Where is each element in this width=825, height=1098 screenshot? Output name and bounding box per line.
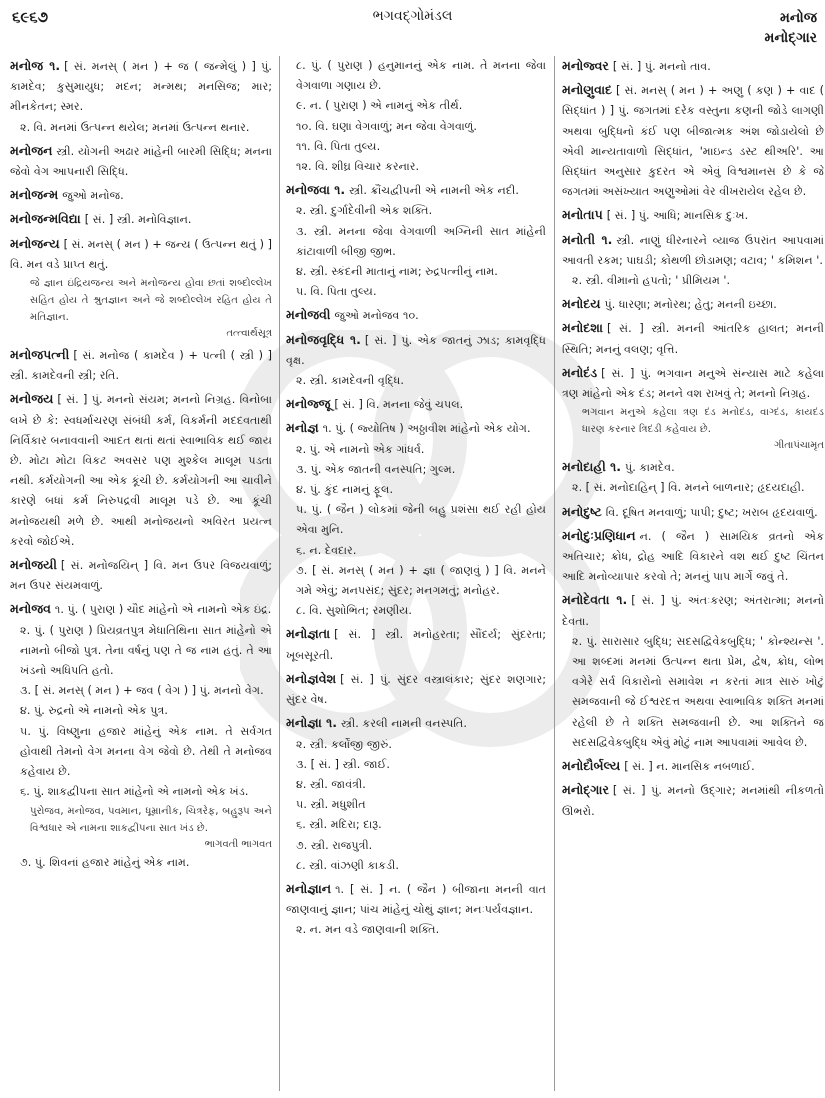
sense-text: ૮. સ્ત્રી. વાંઝણી કાકડી. bbox=[296, 858, 399, 872]
headword: મનોજન્મ bbox=[10, 187, 59, 203]
column-divider bbox=[554, 56, 555, 1091]
dictionary-entry bbox=[286, 669, 546, 710]
sense-text: ૬. પું. શાકદ્વીપના સાત માંહેનો એ નામનો એક ખંડ. bbox=[20, 785, 249, 799]
headword: મનોજ્ઞા ૧. bbox=[286, 715, 337, 731]
headword: મનોદુઃપ્રણિધાન bbox=[562, 527, 636, 543]
citation-source: તત્ત્વાર્થસૂત્ર bbox=[226, 328, 272, 340]
sense-text: ૨. ન. મન વડે જાણવાની શક્તિ. bbox=[296, 923, 440, 937]
definition-text: [ સં. ] પું. મનનો સંયમ; મનનો નિગ્રહ. વિનોબા લખે છે કે: સ્વધર્માચરણ સંબંધી કર્મ, વિકર્મની મદદવતાથી નિર્વિકાર બનાવવાની આદત થતાં થતાં સ્વાભાવિક થઈ જાય છે. મોટા મોટા વિકટ અવસર પણ મુશ્કેલ માલૂમ પડતા નથી. કર્મયોગની આ એક કૂંચી છે. કર્મયોગની આ ચાવીને કારણે બધાં કર્મ નિરુપદ્રવી માલૂમ પડે છે. આ કૂંચી મનોજયથી મળે છે. આથી મનોજયનો અવિરત પ્રયત્ન કરવો જોઈએ. bbox=[10, 393, 272, 548]
headword: મનોજય bbox=[10, 391, 54, 407]
sense-text: ૧૧. વિ. પિતા તુલ્ય. bbox=[296, 139, 381, 153]
sense-text: ૧૦. વિ. ઘણા વેગવાળું; મન જેવા વેગવાળું. bbox=[296, 119, 477, 133]
headword: મનોતાપ bbox=[562, 207, 603, 223]
guide-word-last: મનોદ્ગાર bbox=[764, 30, 817, 46]
dictionary-entry bbox=[562, 318, 824, 359]
sense-text: ૭. સ્ત્રી. રાજપુત્રી. bbox=[296, 838, 373, 852]
headword: મનોજપત્ની bbox=[10, 347, 70, 363]
definition-text: [ સં. ] ન. માનસિક નબળાઈ. bbox=[624, 760, 755, 774]
dictionary-entry bbox=[10, 56, 272, 138]
dictionary-entry bbox=[562, 590, 824, 753]
citation-quote: જે જ્ઞાન ઇંદ્રિયજન્ય અને મનોજન્ય હોવા છતાં શબ્દોલ્લેખ સહિત હોય તે શ્રુતજ્ઞાન અને જે શબ્દોલ્લેખ રહિત હોય તે મતિજ્ઞાન. bbox=[30, 278, 272, 324]
definition-text: [ સં. ] પું. આધિ; માનસિક દુઃખ. bbox=[606, 209, 749, 223]
sense-text: ૫. વિ. પિતા તુલ્ય. bbox=[296, 285, 377, 299]
definition-text: [ સં. મનસ્ ( મન ) + જ ( જન્મેલું ) ] પું. કામદેવ; કુસુમાયુધ; મદન; મન્મથ; મનસિજ; માર; મીનકેતન; સ્મર. bbox=[10, 60, 272, 114]
sense-text: ૨. પું. એ નામનો એક ગાંધર્વ. bbox=[296, 442, 425, 456]
dictionary-entry bbox=[562, 294, 824, 315]
headword: મનોજવા ૧. bbox=[286, 182, 346, 198]
definition-text: [ સં. ] સ્ત્રી. મનોવિજ્ઞાન. bbox=[84, 213, 192, 227]
dictionary-entry bbox=[286, 879, 546, 941]
headword: મનોજયી bbox=[10, 557, 57, 573]
headword: મનોજન્ય bbox=[10, 235, 60, 251]
headword: મનોદાહી ૧. bbox=[562, 459, 622, 475]
dictionary-entry bbox=[562, 756, 824, 777]
guide-words bbox=[764, 8, 817, 48]
sense-text: ૩. [ સં. મનસ્ ( મન ) + જવ ( વેગ ) ] પું. મનનો વેગ. bbox=[20, 684, 264, 698]
headword: મનોજ્ઞાન bbox=[286, 880, 332, 896]
sense-text: ૮. પું. ( પુરાણ ) હનુમાનનું એક નામ. તે મનના જેવા વેગવાળા ગણાય છે. bbox=[296, 59, 546, 93]
headword: મનોજ્ઞતા bbox=[286, 626, 331, 642]
sense-text: ૭. [ સં. મનસ્ ( મન ) + જ્ઞા ( જાણવું ) ] વિ. મનને ગમે એવું; મનપસંદ; સુંદર; મનગમતું; મનોહર. bbox=[296, 563, 546, 598]
dictionary-entry bbox=[562, 457, 824, 498]
definition-text: [ સં. ] સ્ત્રી. મનની આંતરિક હાલત; મનની સ્થિતિ; મનનું વલણ; વૃત્તિ. bbox=[562, 322, 824, 356]
dictionary-entry bbox=[10, 185, 272, 206]
headword: મનોજ્વર bbox=[562, 58, 609, 73]
dictionary-entry bbox=[10, 599, 272, 872]
sense-text: ૨. વિ. મનમાં ઉત્પન્ન થયેલ; મનમાં ઉત્પન્ન થનાર. bbox=[20, 120, 250, 134]
dictionary-entry bbox=[10, 345, 272, 386]
citation-source: ગીતાપંચામૃત bbox=[774, 440, 824, 452]
definition-text: વિ. દૂષિત મનવાળું; પાપી; દુષ્ટ; ખરાબ હૃદયવાળું. bbox=[605, 505, 818, 519]
sense-text: ૫. પું. ( જૈન ) લોકમાં જેની બહુ પ્રશંસા થઈ રહી હોય એવા મુનિ. bbox=[296, 503, 546, 537]
definition-text: [ સં. ] પું. અંતઃકરણ; અંતરાત્મા; મનનો દેવતા. bbox=[562, 594, 824, 628]
definition-text: [ સં. મનસ્ ( મન ) + જન્ય ( ઉત્પન્ન થતું ) ] વિ. મન વડે પ્રાપ્ત થતું. bbox=[10, 237, 272, 271]
sense-text: ૨. પું. ( પુરાણ ) પ્રિયવ્રતપુત્ર મેધાતિથિના સાત માંહેનો એ નામનો બીજો પુત્ર. તેના વર્ષનું પણ તે જ નામ હતું. તે આ ખંડનો અધિપતિ હતો. bbox=[20, 623, 272, 678]
sense-text: ૪. સ્ત્રી. સ્કંદની માતાનું નામ; રુદ્રપત્નીનું નામ. bbox=[296, 265, 498, 279]
dictionary-entry bbox=[286, 180, 546, 302]
definition-text: [ સં. ] પું. મનનો ઉદ્ગાર; મનમાંથી નીકળતો ઊભરો. bbox=[562, 784, 824, 818]
headword: મનોજન bbox=[10, 142, 53, 158]
definition-text: જુઓ મનોજ. bbox=[62, 189, 124, 203]
definition-text: [ સં. ] પું. એક જાતનું ઝાડ; કામવૃદ્ધિ વૃક્ષ. bbox=[286, 333, 546, 367]
definition-text: સ્ત્રી. કરલી નામની વનસ્પતિ. bbox=[341, 717, 467, 731]
sense-text: ૨. સ્ત્રી. વીમાનો હપતો; ' પ્રીમિયમ '. bbox=[572, 274, 731, 288]
dictionary-entry bbox=[562, 230, 824, 292]
sense-text: ૨. સ્ત્રી. કામદેવની વૃદ્ધિ. bbox=[296, 374, 404, 388]
page-header bbox=[0, 0, 825, 56]
dictionary-entry bbox=[10, 555, 272, 596]
definition-text: સ્ત્રી. નાણું ધીરનારને વ્યાજ ઉપરાંત આપવામાં આવતી રકમ; પાઘડી; કોથળી છોડામણ; વટાવ; ' કમિશન '. bbox=[562, 233, 824, 267]
dictionary-entry bbox=[286, 305, 546, 326]
dictionary-entry bbox=[562, 205, 824, 226]
sense-text: ૪. સ્ત્રી. જાવંત્રી. bbox=[296, 777, 366, 791]
citation-source: ભાગવતી ભાગવત bbox=[204, 838, 272, 850]
headword: મનોદશા bbox=[562, 320, 603, 336]
headword: મનોજ્ઞવેશ bbox=[286, 670, 337, 686]
dictionary-entry bbox=[562, 56, 824, 77]
column-divider bbox=[279, 56, 280, 1091]
sense-text: ૨. સ્ત્રી. દુર્ગાદેવીની એક શક્તિ. bbox=[296, 204, 433, 218]
sense-text: ૪. પું. કુંદ નામનું ફૂલ. bbox=[296, 483, 393, 497]
dictionary-entry bbox=[10, 209, 272, 230]
definition-text: [ સં. મનોજયિન્ ] વિ. મન ઉપર વિજયવાળું; મન ઉપર સંયમવાળું. bbox=[10, 559, 272, 593]
definition-text: ન. ( જૈન ) સામયિક વ્રતનો એક અતિચાર; ક્રોધ, દ્રોહ આદિ વિકારને વશ થઈ દુષ્ટ ચિંતન આદિ મનોવ્યાપાર કરવો તે; મનનું પાપ માર્ગે જવું તે. bbox=[562, 529, 824, 584]
sense-text: ૨. [ સં. મનોદાહિન્ ] વિ. મનને બાળનાર; હૃદયદાહી. bbox=[572, 481, 805, 495]
headword: મનોજ્જૂ bbox=[286, 396, 331, 412]
headword: મનોજવ bbox=[10, 601, 51, 617]
sense-text: ૫. સ્ત્રી. મધુશીત bbox=[296, 798, 366, 812]
headword: મનોણુવાદ bbox=[562, 82, 613, 98]
dictionary-entry bbox=[286, 624, 546, 665]
dictionary-entry bbox=[286, 418, 546, 621]
dictionary-entry bbox=[562, 363, 824, 454]
headword: મનોદંડ bbox=[562, 364, 598, 380]
definition-text: [ સં. ] પું. સુંદર વસ્ત્રાલંકાર; સુંદર શણગાર; સુંદર વેષ. bbox=[286, 672, 546, 707]
sense-text: ૬. ન. દેવદાર. bbox=[296, 543, 357, 557]
page-number: ૬૯૬૭ bbox=[12, 8, 49, 26]
dictionary-entry bbox=[10, 141, 272, 182]
dictionary-entry bbox=[286, 56, 546, 177]
definition-text: [ સં. ] વિ. મનના જેવું ચપલ. bbox=[334, 398, 464, 412]
sense-text: ૩. [ સં. ] સ્ત્રી. જાઈ. bbox=[296, 757, 390, 771]
definition-text: [ સં. મનોજ ( કામદેવ ) + પત્ની ( સ્ત્રી ) ] સ્ત્રી. કામદેવની સ્ત્રી; રતિ. bbox=[10, 349, 272, 383]
dictionary-entry bbox=[562, 526, 824, 588]
dictionary-entry bbox=[562, 80, 824, 202]
definition-text: જુઓ મનોજવ ૧૦. bbox=[334, 309, 419, 323]
definition-text: ૧. [ સં. ] ન. ( જૈન ) બીજાના મનની વાત જાણવાનું જ્ઞાન; પાંચ માંહેનું ચોથું જ્ઞાન; મનઃપર્યવજ્ઞાન. bbox=[286, 882, 546, 917]
sense-text: ૫. પું. વિષ્ણુના હજાર માંહેનું એક નામ. તે સર્વગત હોવાથી તેમનો વેગ મનના વેગ જેવો છે. તેથી તે મનોજવ કહેવાય છે. bbox=[20, 724, 272, 779]
headword: મનોદેવતા ૧. bbox=[562, 592, 628, 608]
citation-quote: ભગવાન મનુએ કહેલા ત્રણ દંડ મનોદંડ, વાગ્દંડ, કાયદંડ ધારણ કરનાર ત્રિદંડી કહેવાય છે. bbox=[582, 407, 824, 436]
definition-text: [ સં. ] પું. ભગવાન મનુએ સંન્યાસ માટે કહેલા ત્રણ માંહેનો એક દંડ; મનને વશ રાખવું તે; મનનો નિગ્રહ. bbox=[562, 366, 824, 401]
definition-text: [ સં. ] સ્ત્રી. મનોહરતા; સૌંદર્ય; સુંદરતા; ખૂબસૂરતી. bbox=[286, 628, 546, 662]
sense-text: ૩. પું. એક જાતની વનસ્પતિ; ગુલ્મ. bbox=[296, 462, 456, 476]
dictionary-entry bbox=[562, 502, 824, 523]
sense-text: ૬. સ્ત્રી. મદિરા; દારૂ. bbox=[296, 818, 382, 832]
headword: મનોદૌર્બલ્ય bbox=[562, 758, 621, 774]
book-title: ભગવદ્ગોમંડલ bbox=[372, 8, 453, 24]
headword: મનોદુષ્ટ bbox=[562, 503, 602, 519]
definition-text: [ સં. મનસ્ ( મન ) + અણુ ( કણ ) + વાદ ( સિદ્ધાંત ) ] પું. જગતમાં દરેક વસ્તુના કણની જોડે લાગણી અથવા બુદ્ધિનો કંઈ પણ બીજાત્મક અંશ જોડાયેલો છે એવી માન્યતાવાળો સિદ્ધાંત, 'માઇન્ડ ડસ્ટ થીઅરિ'. આ સિદ્ધાંત અનુસાર કુદરત એ એવું વિશ્વમાનસ છે કે જે જગતમાં અસંખ્યાત અણુઓમાં વેર વીખરાયેલ રહેલ છે. bbox=[562, 84, 824, 199]
column-middle bbox=[286, 56, 546, 1091]
dictionary-entry bbox=[562, 780, 824, 821]
definition-text: [ સં. ] પું. મનનો તાવ. bbox=[612, 60, 711, 73]
headword: મનોજવૃદ્ધિ ૧. bbox=[286, 331, 361, 347]
headword: મનોદ્ગાર bbox=[562, 782, 609, 798]
column-right bbox=[562, 56, 824, 1091]
sense-text: ૧૨. વિ. શીઘ્ર વિચાર કરનાર. bbox=[296, 160, 420, 174]
definition-text: ૧. પું. ( જ્યોતિષ ) અઠ્ઠાવીશ માંહેનો એક યોગ. bbox=[322, 422, 531, 436]
citation-quote: પુરોજવ, મનોજવ, પવમાન, ધૂમ્રાનીક, ચિત્રરેફ, બહુરૂપ અને વિશ્વધાર એ નામના શાકદ્વીપના સાત ખંડ છે. bbox=[30, 805, 272, 834]
headword: મનોતી ૧. bbox=[562, 231, 613, 247]
sense-text: ૨. સ્ત્રી. કર્લોંજી જીરું. bbox=[296, 737, 392, 751]
sense-text: ૮. વિ. સુશોભિત; રમણીય. bbox=[296, 604, 412, 618]
dictionary-entry bbox=[10, 234, 272, 342]
definition-text: સ્ત્રી. યોગની અઢાર માંહેની બારમી સિદ્ધિ; મનના જેવો વેગ આપનારી સિદ્ધિ. bbox=[10, 144, 272, 179]
dictionary-entry bbox=[10, 389, 272, 552]
headword: મનોદય bbox=[562, 296, 601, 312]
definition-text: પું. ધારણા; મનોરથ; હેતુ; મનની ઇચ્છા. bbox=[604, 298, 777, 312]
headword: મનોજન્મવિદ્યા bbox=[10, 211, 81, 227]
dictionary-columns bbox=[10, 56, 824, 1096]
headword: મનોજવી bbox=[286, 307, 331, 323]
headword: મનોજ ૧. bbox=[10, 58, 61, 73]
sense-text: ૪. પું. રુદ્રનો એ નામનો એક પુત્ર. bbox=[20, 704, 168, 718]
dictionary-entry bbox=[286, 394, 546, 415]
sense-text: ૭. પું. શિવનાં હજાર માંહેનું એક નામ. bbox=[20, 855, 190, 869]
guide-word-first: મનોજ bbox=[779, 10, 817, 26]
dictionary-entry bbox=[286, 330, 546, 392]
definition-text: સ્ત્રી. ક્રૌંચદ્વીપની એ નામની એક નદી. bbox=[349, 184, 519, 198]
definition-text: ૧. પું. ( પુરાણ ) ચૌદ માંહેનો એ નામનો એક ઇંદ્ર. bbox=[54, 603, 272, 617]
sense-text: ૯. ન. ( પુરાણ ) એ નામનું એક તીર્થ. bbox=[296, 99, 463, 113]
sense-text: ૩. સ્ત્રી. મનના જેવા વેગવાળી અગ્નિની સાત માંહેની કાંટાવાળી બીજી જીભ. bbox=[296, 224, 546, 258]
headword: મનોજ્ઞ bbox=[286, 420, 319, 436]
column-left bbox=[10, 56, 272, 1091]
sense-text: ૨. પું. સારાસાર બુદ્ધિ; સદસદ્વિવેકબુદ્ધિ; ' કોન્શ્યન્સ '. આ શબ્દમાં મનમાં ઉત્પન્ન થતા પ્રેમ, દ્વેષ, ક્રોધ, લોભ વગેરે સર્વ વિકારોનો સમાવેશ ન કરતાં માત્ર સારું ખોટું સમજવાની જે ઈશ્વરદત્ત અથવા સ્વાભાવિક શક્તિ મનમાં રહેલી છે તે શક્તિ સમજવાની છે. આ શક્તિને જ સદસદ્વિવેકબુદ્ધિ એવું મોટું નામ આપવામાં આવેલ છે. bbox=[572, 634, 824, 749]
definition-text: પું. કામદેવ. bbox=[625, 461, 675, 475]
dictionary-entry bbox=[286, 713, 546, 876]
